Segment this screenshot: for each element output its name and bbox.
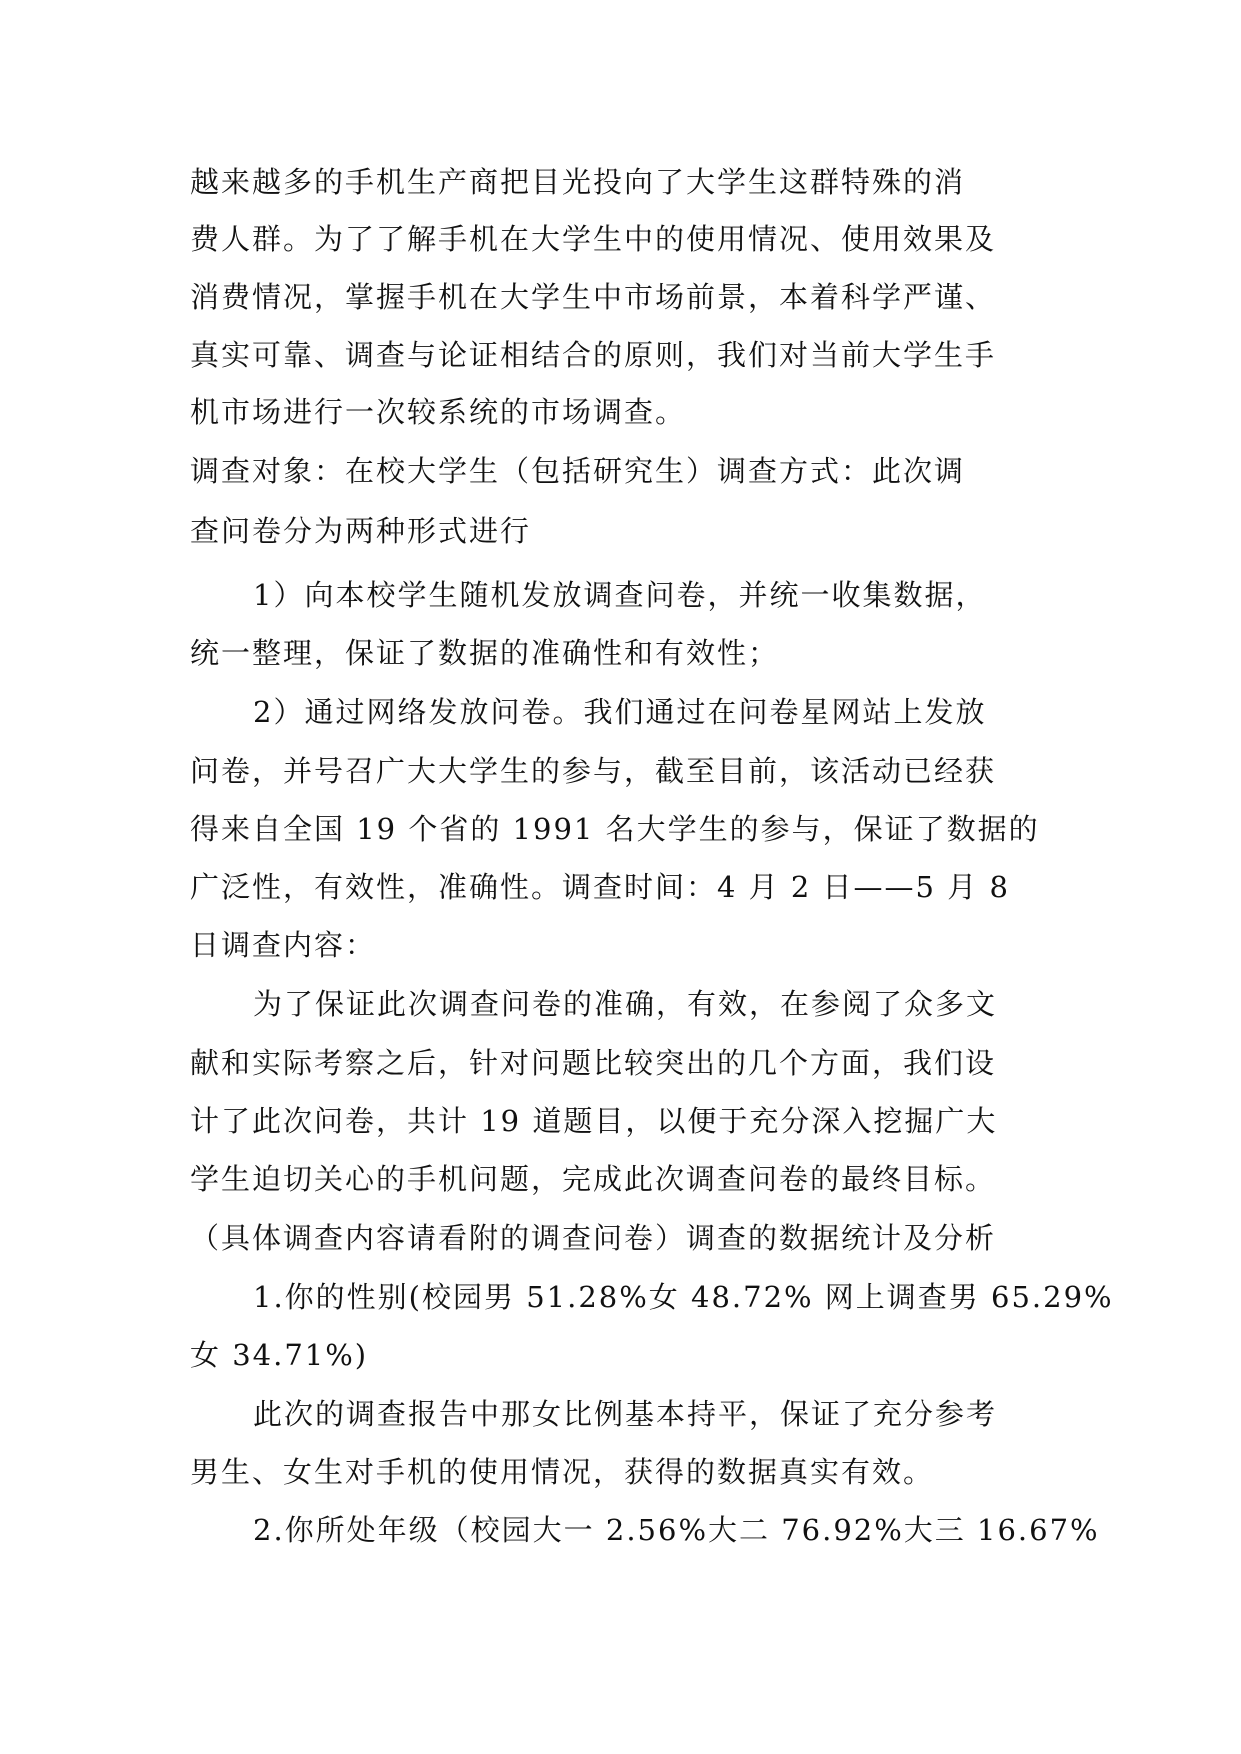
paragraph-line: 计了此次问卷，共计 19 道题目，以便于充分深入挖掘广大 [190,1104,998,1138]
paragraph-line: 越来越多的手机生产商把目光投向了大学生这群特殊的消 [190,165,966,199]
question-line: 女 34.71%) [190,1338,369,1372]
list-item-line: 广泛性，有效性，准确性。调查时间：4 月 2 日——5 月 8 [190,870,1010,904]
paragraph-line: 此次的调查报告中那女比例基本持平，保证了充分参考 [253,1397,998,1431]
paragraph-line: 费人群。为了了解手机在大学生中的使用情况、使用效果及 [190,222,997,256]
paragraph-line: 学生迫切关心的手机问题，完成此次调查问卷的最终目标。 [190,1162,997,1196]
list-item-line: 统一整理，保证了数据的准确性和有效性； [190,636,780,670]
paragraph-line: 为了保证此次调查问卷的准确，有效，在参阅了众多文 [253,987,998,1021]
question-line: 1.你的性别(校园男 51.28%女 48.72% 网上调查男 65.29% [253,1280,1114,1314]
list-item-line: 1）向本校学生随机发放调查问卷，并统一收集数据， [253,578,987,612]
paragraph-line: 献和实际考察之后，针对问题比较突出的几个方面，我们设 [190,1046,997,1080]
list-item-line: 得来自全国 19 个省的 1991 名大学生的参与，保证了数据的 [190,812,1040,846]
paragraph-line: （具体调查内容请看附的调查问卷）调查的数据统计及分析 [190,1221,997,1255]
paragraph-line: 男生、女生对手机的使用情况，获得的数据真实有效。 [190,1455,935,1489]
survey-target-line: 调查对象：在校大学生（包括研究生）调查方式：此次调 [190,454,966,488]
paragraph-line: 日调查内容： [190,928,377,962]
list-item-line: 问卷，并号召广大大学生的参与，截至目前，该活动已经获 [190,754,997,788]
paragraph-line: 真实可靠、调查与论证相结合的原则，我们对当前大学生手 [190,338,997,372]
list-item-line: 2）通过网络发放问卷。我们通过在问卷星网站上发放 [253,695,987,729]
question-line: 2.你所处年级（校园大一 2.56%大二 76.92%大三 16.67% [253,1513,1100,1547]
paragraph-line: 机市场进行一次较系统的市场调查。 [190,395,687,429]
paragraph-line: 查问卷分为两种形式进行 [190,514,532,548]
paragraph-line: 消费情况，掌握手机在大学生中市场前景，本着科学严谨、 [190,280,997,314]
